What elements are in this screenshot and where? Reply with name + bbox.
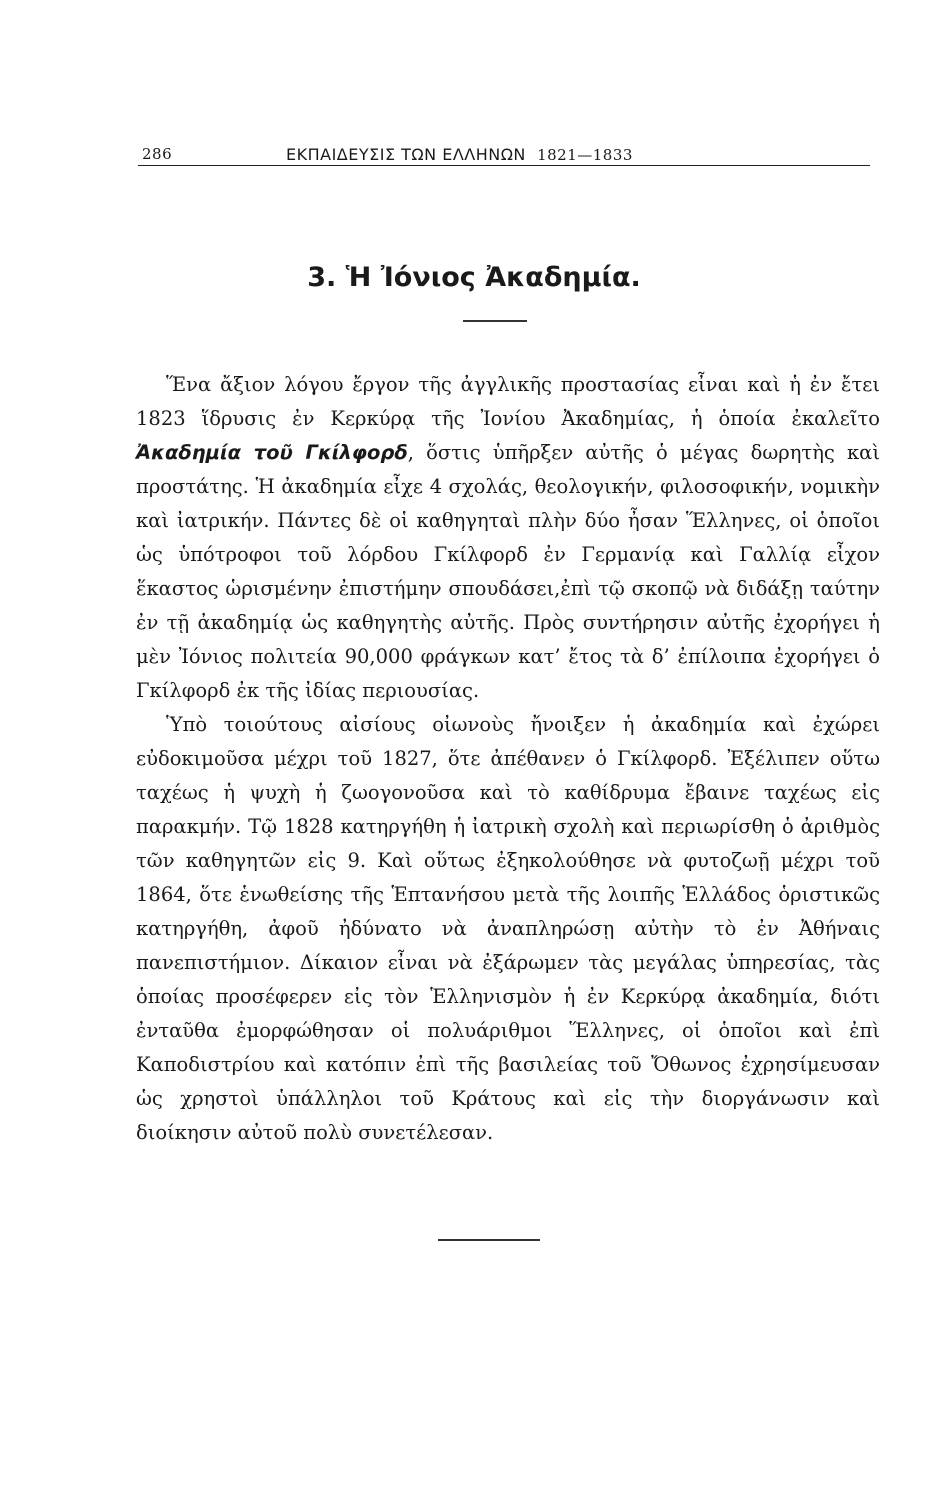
paragraph-2: Ὑπὸ τοιούτους αἰσίους οἰωνοὺς ἤνοιξεν ἡ ἀκαδημία καὶ ἐχώρει εὐδοκιμοῦσα μέχρι τοῦ 1827, ὅτε ἀπέθανεν ὁ Γκίλφορδ. Ἐξέλιπεν οὕτω ταχέως ἡ ψυχὴ ἡ ζωογονοῦσα καὶ τὸ καθίδρυμα ἔβαινε ταχέως εἰς παρακμήν. Τῷ 1828 κατηργήθη ἡ ἰατρικὴ σχολὴ καὶ περιωρίσθη ὁ ἀριθμὸς τῶν καθηγητῶν εἰς 9. Καὶ οὕτως ἐξηκολούθησε νὰ φυτοζωῇ μέχρι τοῦ 1864, ὅτε ἑνωθείσης τῆς Ἑπτανήσου μετὰ τῆς λοιπῆς Ἑλλάδος ὁριστικῶς κατηργήθη, ἀφοῦ ἠδύνατο νὰ ἀναπληρώσῃ αὐτὴν τὸ ἐν Ἀθήναις πανεπιστήμιον. Δίκαιον εἶναι νὰ ἐξάρωμεν τὰς μεγάλας ὑπηρεσίας, τὰς ὁποίας προσέφερεν εἰς τὸν Ἑλληνισμὸν ἡ ἐν Κερκύρᾳ ἀκαδημία, διότι ἐνταῦθα ἐμορφώθησαν οἱ πολυάριθμοι Ἕλληνες, οἱ ὁποῖοι καὶ ἐπὶ Καποδιστρίου καὶ κατόπιν ἐπὶ τῆς βασιλείας τοῦ Ὄθωνος ἐχρησίμευσαν ὡς χρηστοὶ ὑπάλληλοι τοῦ Κράτους καὶ εἰς τὴν διοργάνωσιν καὶ διοίκησιν αὐτοῦ πολὺ συνετέλεσαν. [136,713,880,1144]
body-text [136,368,880,1150]
paragraph-1-part-1: Ἕνα ἄξιον λόγου ἔργον τῆς ἀγγλικῆς προστασίας εἶναι καὶ ἡ ἐν ἔτει 1823 ἵδρυσις ἐν Κερκύρᾳ τῆς Ἰονίου Ἀκαδημίας, ἡ ὁποία ἐκαλεῖτο [136,373,880,430]
academy-name-emphasis: Ἀκαδημία τοῦ Γκίλφορδ [136,441,408,464]
page-number: 286 [142,145,173,163]
running-header [138,141,870,166]
paragraph-1-part-2: , ὅστις ὑπῆρξεν αὐτῆς ὁ μέγας δωρητὴς καὶ προστάτης. Ἡ ἀκαδημία εἶχε 4 σχολάς, θεολογικήν, φιλοσοφικήν, νομικὴν καὶ ἰατρικήν. Πάντες δὲ οἱ καθηγηταὶ πλὴν δύο ἦσαν Ἕλληνες, οἱ ὁποῖοι ὡς ὑπότροφοι τοῦ λόρδου Γκίλφορδ ἐν Γερμανίᾳ καὶ Γαλλίᾳ εἶχον ἕκαστος ὡρισμένην ἐπιστήμην σπουδάσει,ἐπὶ τῷ σκοπῷ νὰ διδάξῃ ταύτην ἐν τῇ ἀκαδημίᾳ ὡς καθηγητὴς αὐτῆς. Πρὸς συντήρησιν αὐτῆς ἐχορήγει ἡ μὲν Ἰόνιος πολιτεία 90,000 φράγκων κατ’ ἔτος τὰ δ’ ἐπίλοιπα ἐχορήγει ὁ Γκίλφορδ ἐκ τῆς ἰδίας περιουσίας. [136,441,880,702]
title-divider [463,320,527,322]
paragraph-1 [136,368,880,708]
section-title: 3. Ἡ Ἰόνιος Ἀκαδημία. [307,262,641,293]
running-title [286,145,633,164]
running-title-text: ΕΚΠΑΙΔΕΥΣΙΣ ΤΩΝ ΕΛΛΗΝΩΝ [286,145,526,164]
running-title-years: 1821—1833 [537,146,633,164]
end-divider [438,1239,540,1241]
